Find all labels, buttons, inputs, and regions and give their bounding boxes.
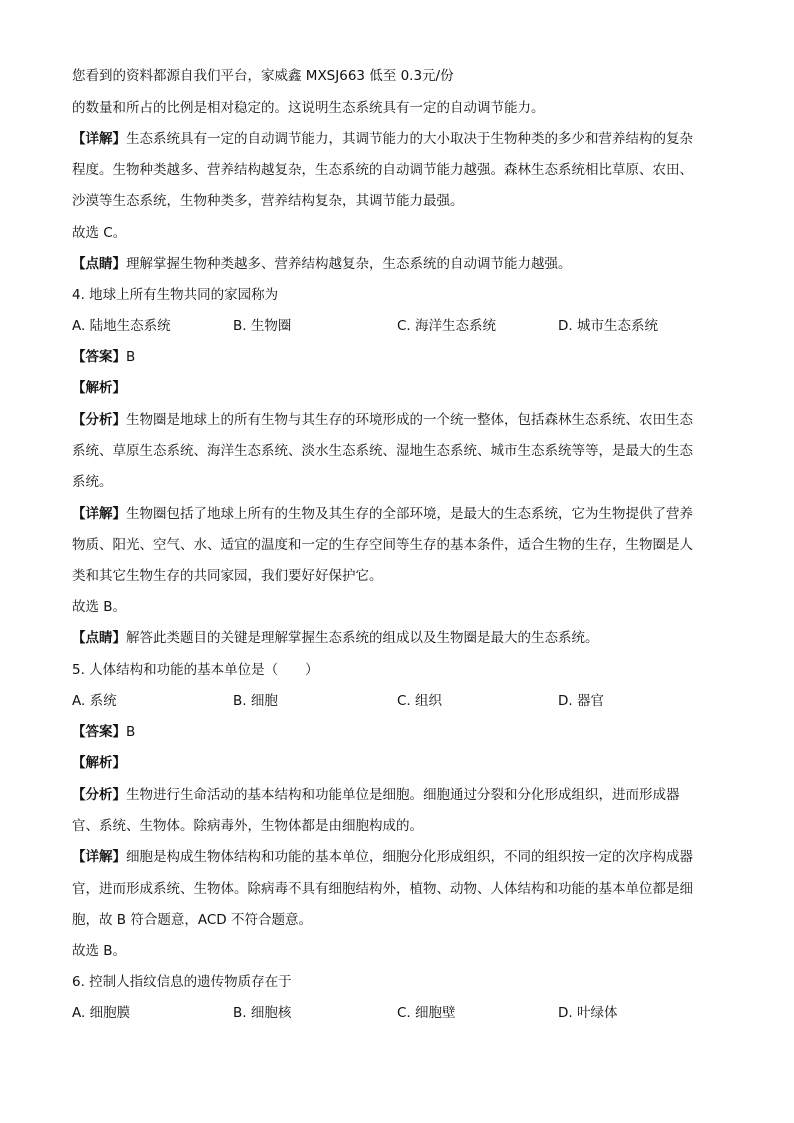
q4-option-a: A. 陆地生态系统 (72, 318, 171, 334)
q4-detail-line-2: 物质、阳光、空气、水、适宜的温度和一定的生存空间等生存的基本条件，适合生物的生存，生物圈是人 (72, 537, 693, 553)
q6-option-c: C. 细胞壁 (397, 1005, 456, 1021)
q5-analysis-tag: 【解析】 (72, 755, 126, 771)
q3-comment: 【点睛】理解掌握生物种类越多、营养结构越复杂，生态系统的自动调节能力越强。 (72, 256, 572, 272)
q4-choose: 故选 B。 (72, 599, 127, 615)
q5-analyze-line-2: 官、系统、生物体。除病毒外，生物体都是由细胞构成的。 (72, 818, 423, 834)
q4-option-c: C. 海洋生态系统 (397, 318, 497, 334)
q4-detail-line-3: 类和其它生物生存的共同家园，我们要好好保护它。 (72, 568, 383, 584)
q5-detail-line-3: 胞，故 B 符合题意，ACD 不符合题意。 (72, 912, 312, 928)
q3-choose: 故选 C。 (72, 225, 127, 241)
q4-answer: 【答案】B (72, 349, 136, 365)
q4-stem: 4. 地球上所有生物共同的家园称为 (72, 287, 279, 303)
q6-option-d: D. 叶绿体 (558, 1005, 618, 1021)
q5-choose: 故选 B。 (72, 943, 127, 959)
q3-comment-tag: 【点睛】 (72, 256, 126, 272)
q5-detail-line-2: 官，进而形成系统、生物体。除病毒不具有细胞结构外，植物、动物、人体结构和功能的基本单位都是细 (72, 881, 693, 897)
q4-analysis-tag: 【解析】 (72, 380, 126, 396)
q6-option-a: A. 细胞膜 (72, 1005, 131, 1021)
q4-option-b: B. 生物圈 (233, 318, 292, 334)
q4-answer-tag: 【答案】 (72, 349, 126, 365)
q5-option-a: A. 系统 (72, 693, 117, 709)
q4-analyze-line-3: 系统。 (72, 474, 113, 490)
q4-option-d: D. 城市生态系统 (558, 318, 658, 334)
q5-detail-line-1: 【详解】细胞是构成生物体结构和功能的基本单位，细胞分化形成组织，不同的组织按一定的次序构成器 (72, 849, 693, 865)
q4-comment-tag: 【点睛】 (72, 630, 126, 646)
q3-detail-line-3: 沙漠等生态系统，生物种类多，营养结构复杂，其调节能力最强。 (72, 193, 464, 209)
header-note: 您看到的资料都源自我们平台，家威鑫 MXSJ663 低至 0.3元/份 (72, 68, 454, 84)
q5-option-d: D. 器官 (558, 693, 604, 709)
q4-comment: 【点睛】解答此类题目的关键是理解掌握生态系统的组成以及生物圈是最大的生态系统。 (72, 630, 599, 646)
q5-answer: 【答案】B (72, 724, 136, 740)
q3-tail: 的数量和所占的比例是相对稳定的。这说明生态系统具有一定的自动调节能力。 (72, 100, 545, 116)
q5-detail-tag: 【详解】 (72, 849, 126, 865)
q4-analyze-line-2: 系统、草原生态系统、海洋生态系统、淡水生态系统、湿地生态系统、城市生态系统等等，是最大的生态 (72, 443, 693, 459)
q5-answer-tag: 【答案】 (72, 724, 126, 740)
q5-analyze-line-1: 【分析】生物进行生命活动的基本结构和功能单位是细胞。细胞通过分裂和分化形成组织，进而形成器 (72, 787, 680, 803)
q4-analyze-tag: 【分析】 (72, 412, 126, 428)
q3-detail-line-1: 【详解】生态系统具有一定的自动调节能力，其调节能力的大小取决于生物种类的多少和营养结构的复杂 (72, 131, 693, 147)
q6-option-b: B. 细胞核 (233, 1005, 292, 1021)
q3-detail-line-2: 程度。生物种类越多、营养结构越复杂，生态系统的自动调节能力越强。森林生态系统相比草原、农田、 (72, 162, 693, 178)
q5-analyze-tag: 【分析】 (72, 787, 126, 803)
q6-stem: 6. 控制人指纹信息的遗传物质存在于 (72, 974, 292, 990)
q4-analyze-line-1: 【分析】生物圈是地球上的所有生物与其生存的环境形成的一个统一整体，包括森林生态系统、农田生态 (72, 412, 693, 428)
q5-stem: 5. 人体结构和功能的基本单位是（ ） (72, 662, 319, 678)
q4-detail-tag: 【详解】 (72, 506, 126, 522)
q5-option-b: B. 细胞 (233, 693, 278, 709)
q3-detail-tag: 【详解】 (72, 131, 126, 147)
q5-option-c: C. 组织 (397, 693, 443, 709)
q4-detail-line-1: 【详解】生物圈包括了地球上所有的生物及其生存的全部环境，是最大的生态系统，它为生物提供了营养 (72, 506, 693, 522)
